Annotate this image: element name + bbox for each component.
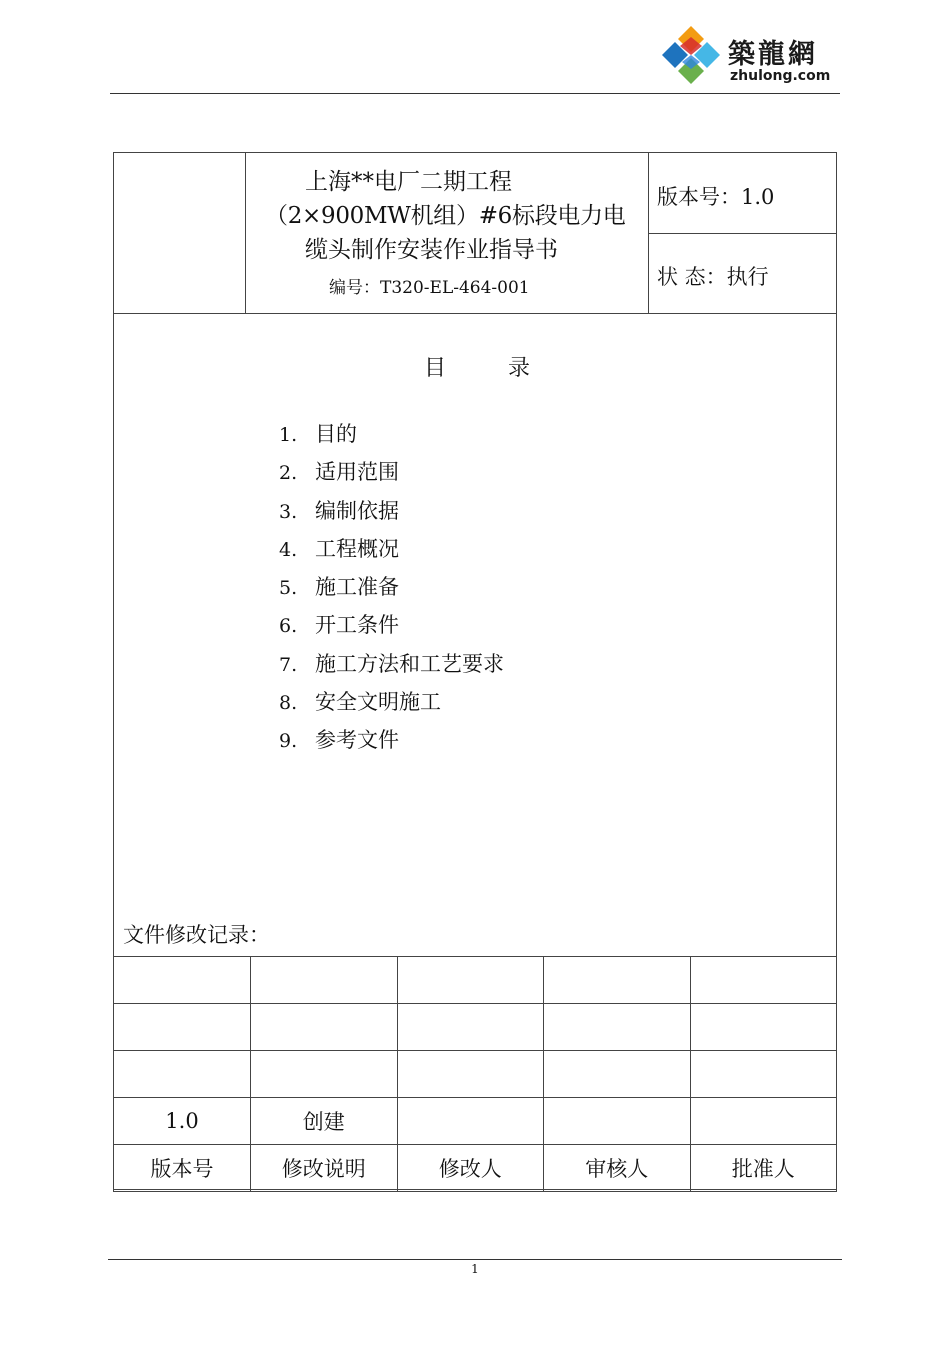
table-row bbox=[114, 1098, 837, 1145]
status-label: 状 态：执行 bbox=[657, 265, 769, 289]
toc-item: 8. 安全文明施工 bbox=[279, 690, 441, 715]
doc-title-line-3: 缆头制作安装作业指导书 bbox=[305, 237, 558, 263]
table-cell bbox=[114, 957, 251, 1004]
column-header: 版本号 bbox=[114, 1145, 251, 1192]
toc-heading: 目录 bbox=[424, 356, 593, 381]
toc-item: 5. 施工准备 bbox=[279, 575, 399, 600]
toc-item: 9. 参考文件 bbox=[279, 728, 399, 753]
table-cell bbox=[544, 1051, 691, 1098]
doc-title-line-1: 上海**电厂二期工程 bbox=[305, 169, 512, 195]
column-header: 修改说明 bbox=[251, 1145, 398, 1192]
toc-item: 3. 编制依据 bbox=[279, 498, 399, 523]
table-cell bbox=[544, 1098, 691, 1145]
toc-item: 4. 工程概况 bbox=[279, 536, 399, 561]
footer-rule bbox=[108, 1259, 842, 1260]
table-cell bbox=[251, 1004, 398, 1051]
table-cell bbox=[690, 1098, 837, 1145]
toc-item: 2. 适用范围 bbox=[279, 460, 399, 485]
table-row bbox=[114, 1051, 837, 1098]
table-cell bbox=[397, 1098, 544, 1145]
table-row bbox=[114, 957, 837, 1004]
column-header: 批准人 bbox=[690, 1145, 837, 1192]
column-header: 修改人 bbox=[397, 1145, 544, 1192]
revision-table bbox=[113, 956, 837, 1192]
title-block bbox=[114, 153, 836, 314]
table-cell bbox=[690, 957, 837, 1004]
title-block-blank-cell bbox=[114, 153, 246, 313]
table-cell bbox=[544, 1004, 691, 1051]
toc-list bbox=[279, 418, 504, 763]
table-cell bbox=[397, 957, 544, 1004]
page-number: 1 bbox=[471, 1262, 479, 1276]
table-header-row bbox=[114, 1145, 837, 1192]
logo-english-text: zhulong.com bbox=[730, 68, 831, 84]
header-rule bbox=[110, 93, 840, 94]
column-header: 审核人 bbox=[544, 1145, 691, 1192]
version-label: 版本号：1.0 bbox=[657, 185, 775, 209]
revision-record-label: 文件修改记录： bbox=[123, 923, 270, 947]
table-cell bbox=[251, 1051, 398, 1098]
logo-chinese-text: 築龍網 bbox=[728, 39, 818, 70]
table-cell bbox=[397, 1004, 544, 1051]
zhulong-logo-icon bbox=[658, 24, 724, 90]
table-cell bbox=[114, 1051, 251, 1098]
table-cell: 创建 bbox=[251, 1098, 398, 1145]
table-cell bbox=[397, 1051, 544, 1098]
title-cell bbox=[245, 153, 649, 313]
toc-item: 7. 施工方法和工艺要求 bbox=[279, 651, 504, 676]
zhulong-logo bbox=[658, 24, 838, 90]
table-cell bbox=[114, 1004, 251, 1051]
toc-item: 1. 目的 bbox=[279, 422, 357, 446]
toc-item: 6. 开工条件 bbox=[279, 613, 399, 638]
table-cell: 1.0 bbox=[114, 1098, 251, 1145]
table-cell bbox=[251, 957, 398, 1004]
doc-number: 编号：T320-EL-464-001 bbox=[329, 278, 530, 298]
table-cell bbox=[690, 1004, 837, 1051]
document-frame bbox=[113, 152, 837, 1190]
table-cell bbox=[544, 957, 691, 1004]
doc-title-line-2: （2×900MW机组）#6标段电力电 bbox=[265, 203, 626, 229]
status-cell bbox=[649, 234, 836, 313]
table-row bbox=[114, 1004, 837, 1051]
version-cell bbox=[649, 153, 836, 234]
table-cell bbox=[690, 1051, 837, 1098]
